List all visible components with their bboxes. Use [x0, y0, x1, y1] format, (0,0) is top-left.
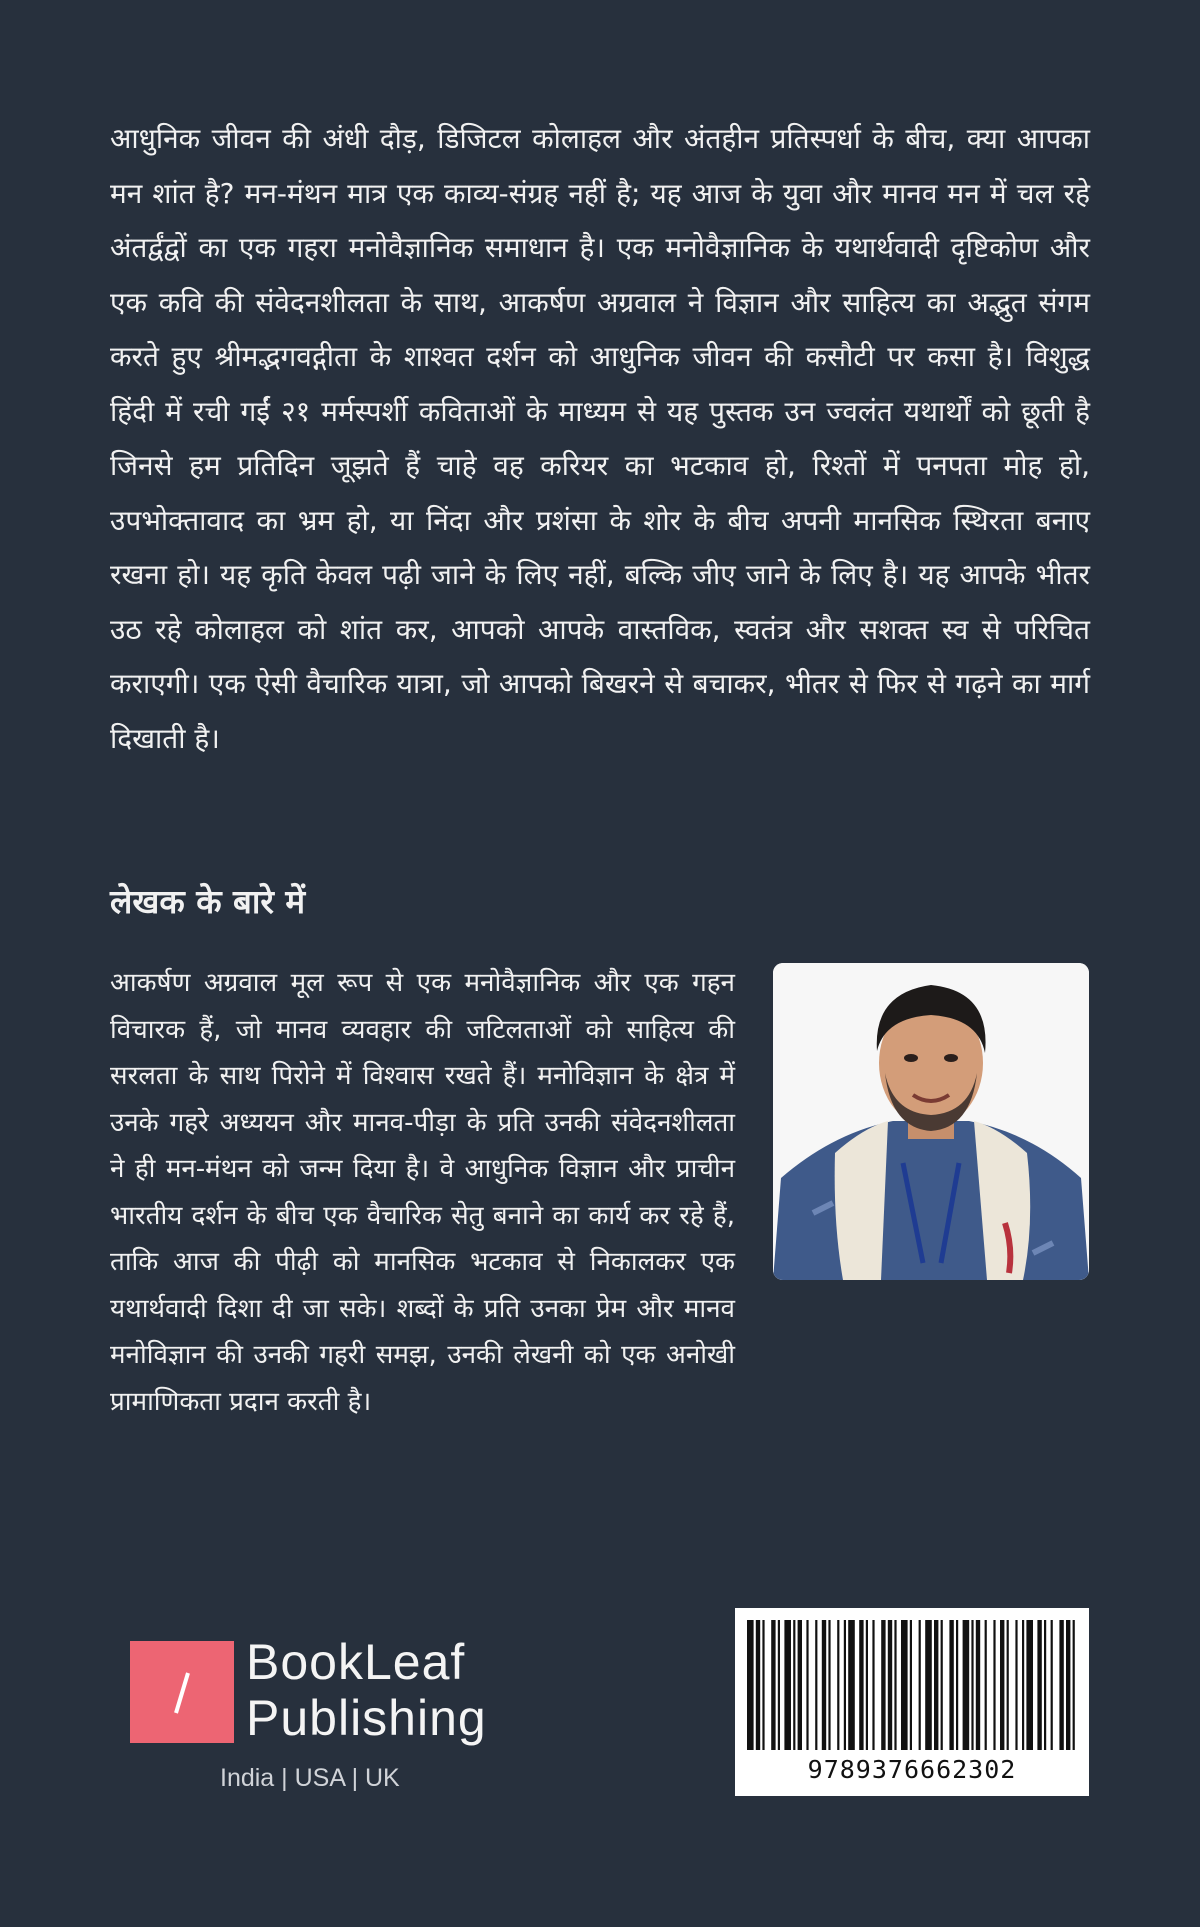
barcode-bar	[784, 1620, 791, 1750]
barcode-bar	[1059, 1620, 1063, 1750]
barcode-bar	[771, 1620, 775, 1750]
barcode-bar	[888, 1620, 892, 1750]
barcode-bar	[798, 1620, 802, 1750]
barcode-bar	[828, 1620, 830, 1750]
bookleaf-logo-icon	[130, 1641, 234, 1743]
barcode-bar	[963, 1620, 970, 1750]
barcode-bar	[1026, 1620, 1033, 1750]
author-bio: आकर्षण अग्रवाल मूल रूप से एक मनोवैज्ञानिक और एक गहन विचारक हैं, जो मानव व्यवहार की जटिलताओं को साहित्य की सरलता के साथ पिरोने में विश्वास रखते हैं। मनोविज्ञान के क्षेत्र में उनके गहरे अध्ययन और मानव-पीड़ा के प्रति उनकी संवेदनशीलता ने ही मन-मंथन को जन्म दिया है। वे आधुनिक विज्ञान और प्राचीन भारतीय दर्शन के बीच एक वैचारिक सेतु बनाने का कार्य कर रहे हैं, ताकि आज की पीढ़ी को मानसिक भटकाव से निकालकर एक यथार्थवादी दिशा दी जा सके। शब्दों के प्रति उनका प्रेम और मानव मनोविज्ञान की उनकी गहरी समझ, उनकी लेखनी को एक अनोखी प्रामाणिकता प्रदान करती है।	[110, 968, 735, 1417]
barcode-bar	[971, 1620, 973, 1750]
barcode-bar	[925, 1620, 932, 1750]
barcode-bar	[866, 1620, 868, 1750]
barcode-bar	[993, 1620, 995, 1750]
barcode-bar	[762, 1620, 764, 1750]
barcode-bar	[1015, 1620, 1017, 1750]
barcode-bar	[844, 1620, 846, 1750]
barcode-bar	[1037, 1620, 1041, 1750]
barcode-bar	[910, 1620, 912, 1750]
barcode-bar	[859, 1620, 863, 1750]
barcode-bar	[941, 1620, 943, 1750]
barcode-bar	[756, 1620, 760, 1750]
about-author-heading: लेखक के बारे में	[110, 882, 306, 921]
barcode-bar	[822, 1620, 826, 1750]
barcode-bar	[872, 1620, 874, 1750]
barcode-bar	[837, 1620, 839, 1750]
publisher-name-line2: Publishing	[246, 1690, 487, 1746]
barcode-bar	[985, 1620, 987, 1750]
barcode-bar	[806, 1620, 808, 1750]
publisher-name-line1: BookLeaf	[246, 1634, 466, 1690]
barcode-bar	[848, 1620, 855, 1750]
barcode-bar	[949, 1620, 953, 1750]
author-photo	[773, 963, 1089, 1280]
barcode-bar	[1073, 1620, 1075, 1750]
barcode-bar	[815, 1620, 817, 1750]
barcode-bar	[778, 1620, 780, 1750]
barcode-bar	[1051, 1620, 1053, 1750]
barcode-bar	[976, 1620, 980, 1750]
barcode-bar	[934, 1620, 938, 1750]
publisher-regions: India | USA | UK	[220, 1764, 400, 1792]
barcode-bar	[901, 1620, 908, 1750]
barcode-bar	[1007, 1620, 1009, 1750]
back-cover-blurb: आधुनिक जीवन की अंधी दौड़, डिजिटल कोलाहल और अंतहीन प्रतिस्पर्धा के बीच, क्या आपका मन शांत है? मन-मंथन मात्र एक काव्य-संग्रह नहीं है; यह आज के युवा और मानव मन में चल रहे अंतर्द्वंद्वों का एक गहरा मनोवैज्ञानिक समाधान है। एक मनोवैज्ञानिक के यथार्थवादी दृष्टिकोण और एक कवि की संवेदनशीलता के साथ, आकर्षण अग्रवाल ने विज्ञान और साहित्य का अद्भुत संगम करते हुए श्रीमद्भगवद्गीता के शाश्वत दर्शन को आधुनिक जीवन की कसौटी पर कसा है। विशुद्ध हिंदी में रची गईं २१ मर्मस्पर्शी कविताओं के माध्यम से यह पुस्तक उन ज्वलंत यथार्थों को छूती है जिनसे हम प्रतिदिन जूझते हैं चाहे वह करियर का भटकाव हो, रिश्तों में पनपता मोह हो, उपभोक्तावाद का भ्रम हो, या निंदा और प्रशंसा के शोर के बीच अपनी मानसिक स्थिरता बनाए रखना हो। यह कृति केवल पढ़ी जाने के लिए नहीं, बल्कि जीए जाने के लिए है। यह आपके भीतर उठ रहे कोलाहल को शांत कर, आपको आपके वास्तविक, स्वतंत्र और सशक्त स्व से परिचित कराएगी। एक ऐसी वैचारिक यात्रा, जो आपको बिखरने से बचाकर, भीतर से फिर से गढ़ने का मार्ग दिखाती है।	[110, 122, 1090, 755]
isbn-barcode	[735, 1608, 1089, 1796]
barcode-bar	[793, 1620, 795, 1750]
barcode-bar	[1044, 1620, 1046, 1750]
isbn-number: 9789376662302	[807, 1755, 1017, 1784]
barcode-bar	[1066, 1620, 1070, 1750]
barcode-bar	[881, 1620, 885, 1750]
barcode-bar	[894, 1620, 896, 1750]
barcode-bar	[956, 1620, 958, 1750]
publisher-name	[246, 1634, 487, 1746]
barcode-bar	[1000, 1620, 1004, 1750]
barcode-bar	[747, 1620, 754, 1750]
barcode-bar	[1022, 1620, 1024, 1750]
barcode-bar	[919, 1620, 921, 1750]
